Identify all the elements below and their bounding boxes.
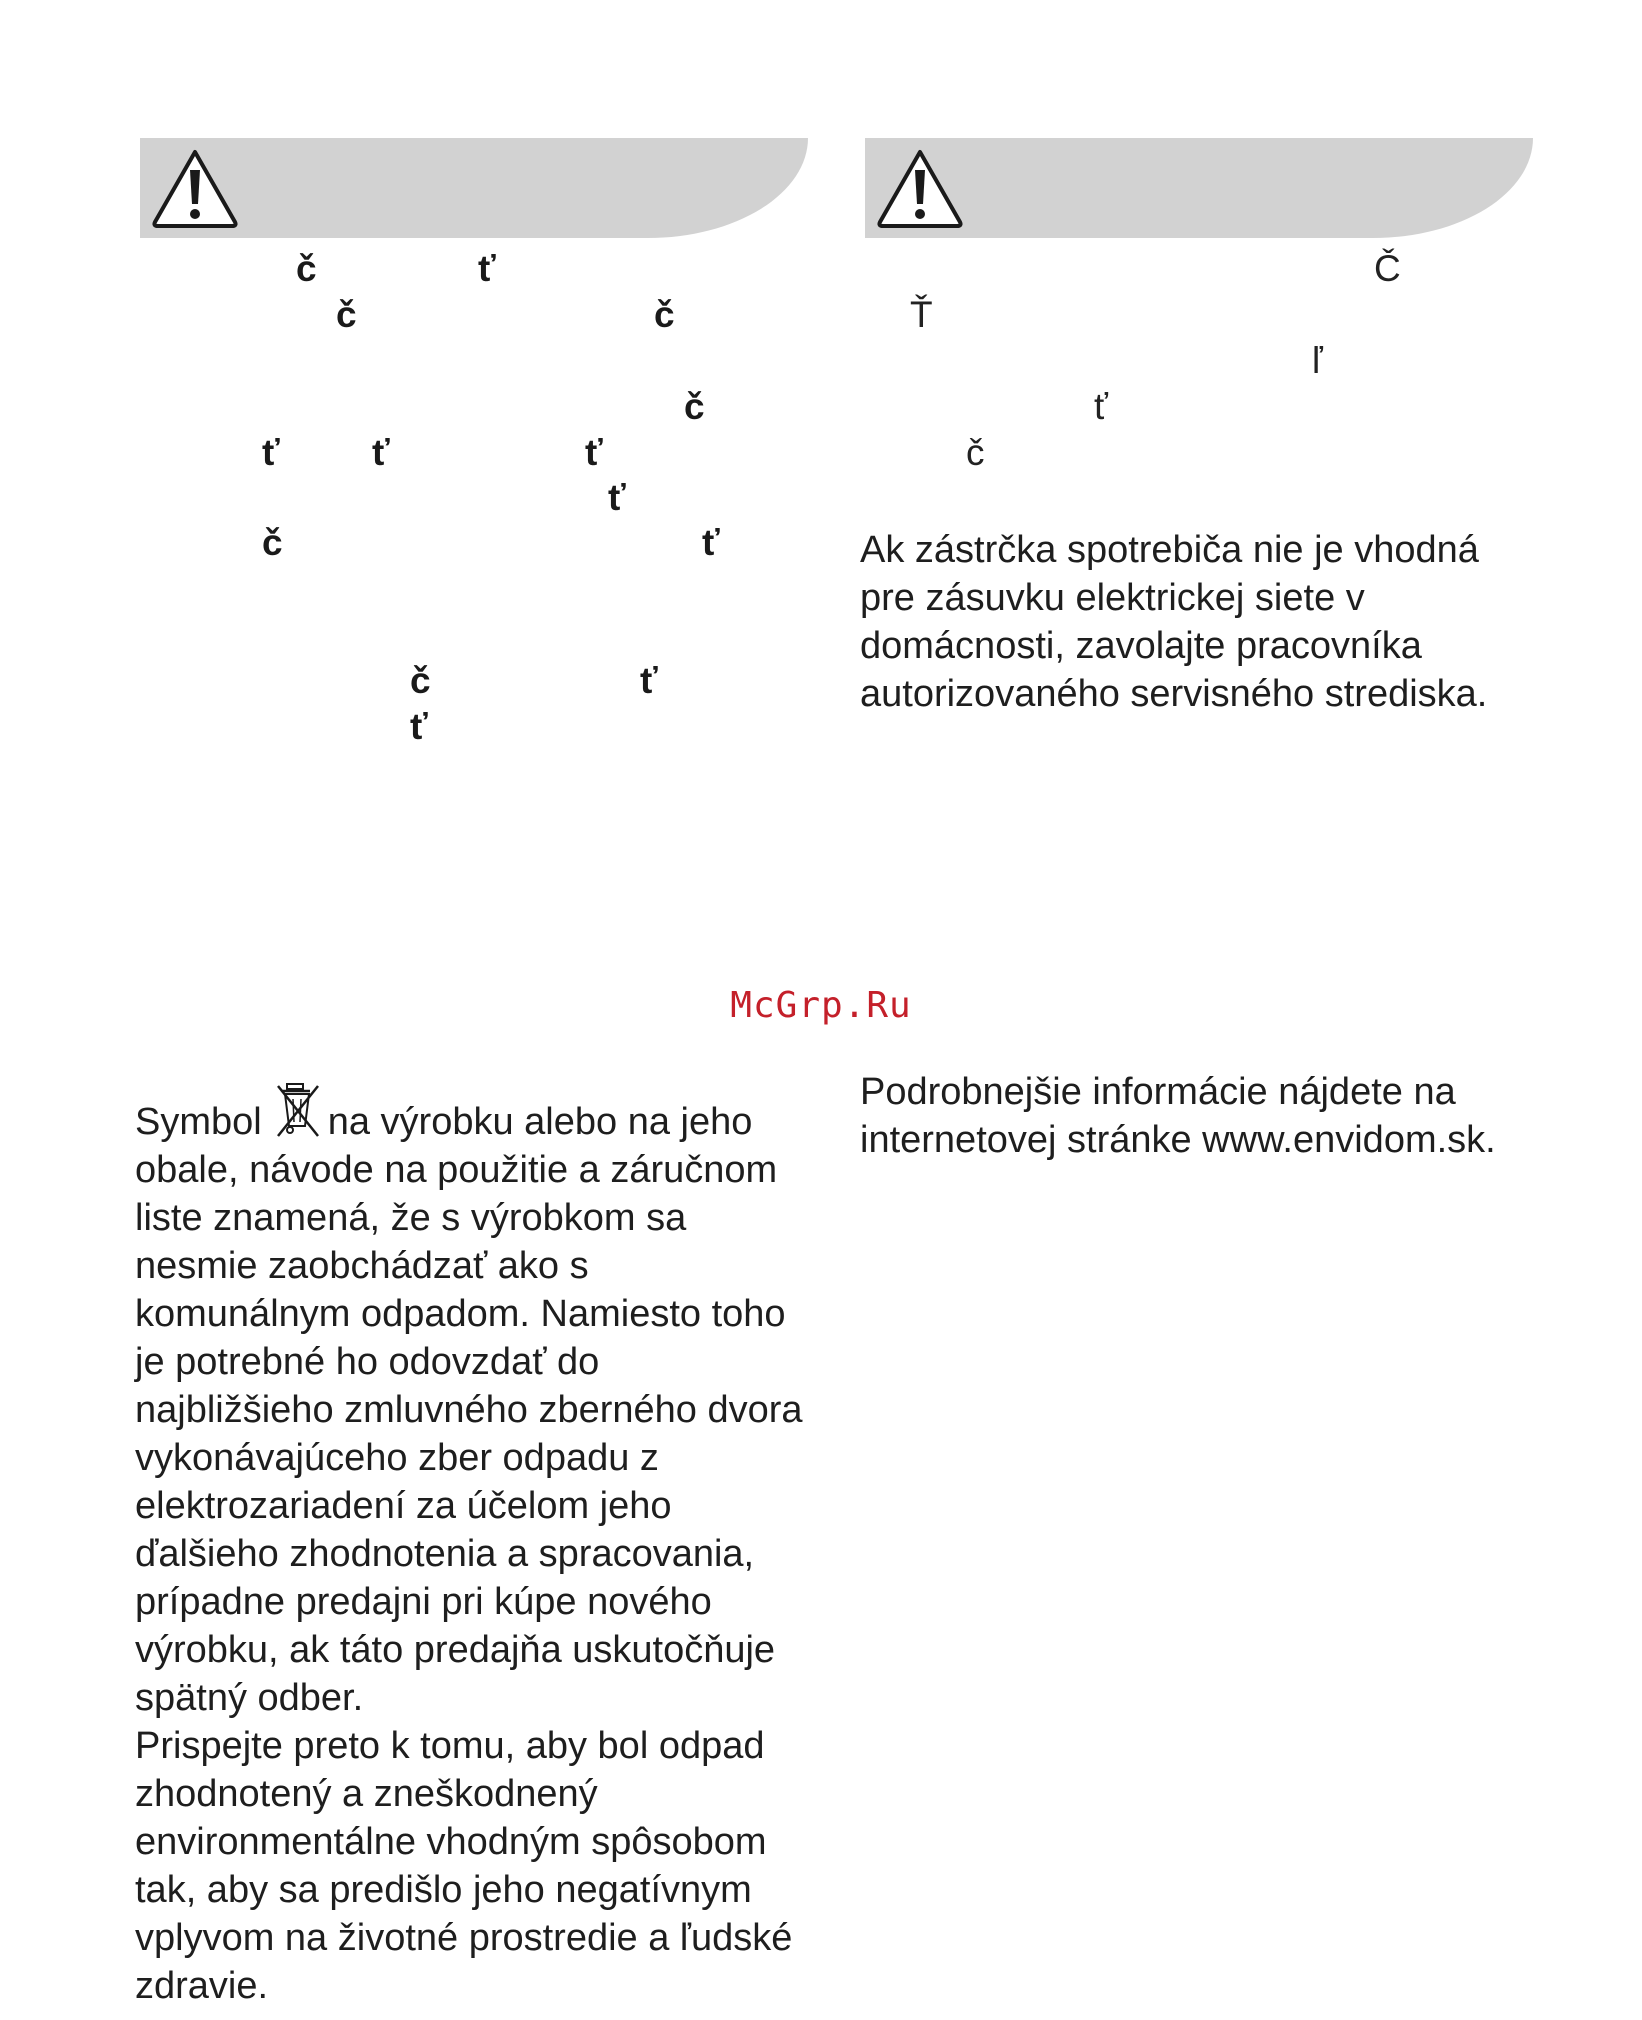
paragraph-line: nesmie zaobchádzať ako s [135,1245,589,1287]
paragraph-line: zhodnotený a zneškodnený [135,1773,598,1815]
paragraph-line: výrobku, ak táto predajňa uskutočňuje [135,1629,776,1671]
paragraph-line: spätný odber. [135,1677,364,1719]
crossed-out-wheelie-bin-icon [274,1082,322,1140]
left-fragment: č [684,386,705,427]
paragraph-line: komunálnym odpadom. Namiesto toho [135,1293,786,1335]
paragraph-line: obale, návode na použitie a záručnom [135,1149,778,1191]
paragraph-line: tak, aby sa predišlo jeho negatívnym [135,1869,752,1911]
paragraph-line: prípadne predajni pri kúpe nového [135,1581,712,1623]
first-line-rest: na výrobku alebo na jeho [327,1101,753,1143]
paragraph-line: vykonávajúceho zber odpadu z [135,1437,659,1479]
paragraph-line: domácnosti, zavolajte pracovníka [860,625,1422,667]
left-fragment: ť [640,660,658,701]
symbol-word: Symbol [135,1101,262,1143]
warning-triangle-icon [875,146,965,230]
left-fragment: č [296,248,317,289]
paragraph-line: je potrebné ho odovzdať do [135,1341,600,1383]
left-fragment: ť [585,432,603,473]
left-fragment: č [336,294,357,335]
right-warning-header [865,138,1533,238]
watermark: McGrp.Ru [730,985,912,1026]
left-fragment: ť [478,248,496,289]
right-fragment: ť [1094,386,1108,427]
paragraph-line: Prispejte preto k tomu, aby bol odpad [135,1725,765,1767]
paragraph-line: Ak zástrčka spotrebiča nie je vhodná [860,529,1479,571]
paragraph-line: autorizovaného servisného strediska. [860,673,1488,715]
paragraph-line: najbližšieho zmluvného zberného dvora [135,1389,803,1431]
paragraph-line: liste znamená, že s výrobkom sa [135,1197,687,1239]
info-paragraph [860,1068,1580,1164]
paragraph-line [135,1082,835,1146]
right-fragment: Č [1374,248,1401,289]
disposal-paragraph [135,1082,835,2010]
paragraph-line: ďalšieho zhodnotenia a spracovania, [135,1533,755,1575]
paragraph-line: vplyvom na životné prostredie a ľudské [135,1917,793,1959]
paragraph-line: pre zásuvku elektrickej siete v [860,577,1365,619]
left-fragment: č [654,294,675,335]
paragraph-line: Podrobnejšie informácie nájdete na [860,1071,1456,1113]
left-fragment: ť [372,432,390,473]
paragraph-line: internetovej stránke www.envidom.sk. [860,1119,1496,1161]
left-fragment: ť [702,522,720,563]
paragraph-line: zdravie. [135,1965,269,2007]
left-fragment: ť [410,706,428,747]
paragraph-line: environmentálne vhodným spôsobom [135,1821,767,1863]
left-fragment: č [262,522,283,563]
plug-warning-paragraph [860,526,1550,718]
right-fragment: ľ [1312,340,1323,381]
paragraph-line: elektrozariadení za účelom jeho [135,1485,672,1527]
right-fragment: Ť [910,294,933,335]
right-fragment: č [966,432,985,473]
left-warning-header [140,138,808,238]
left-fragment: č [410,660,431,701]
left-fragment: ť [608,477,626,518]
warning-triangle-icon [150,146,240,230]
left-fragment: ť [262,432,280,473]
